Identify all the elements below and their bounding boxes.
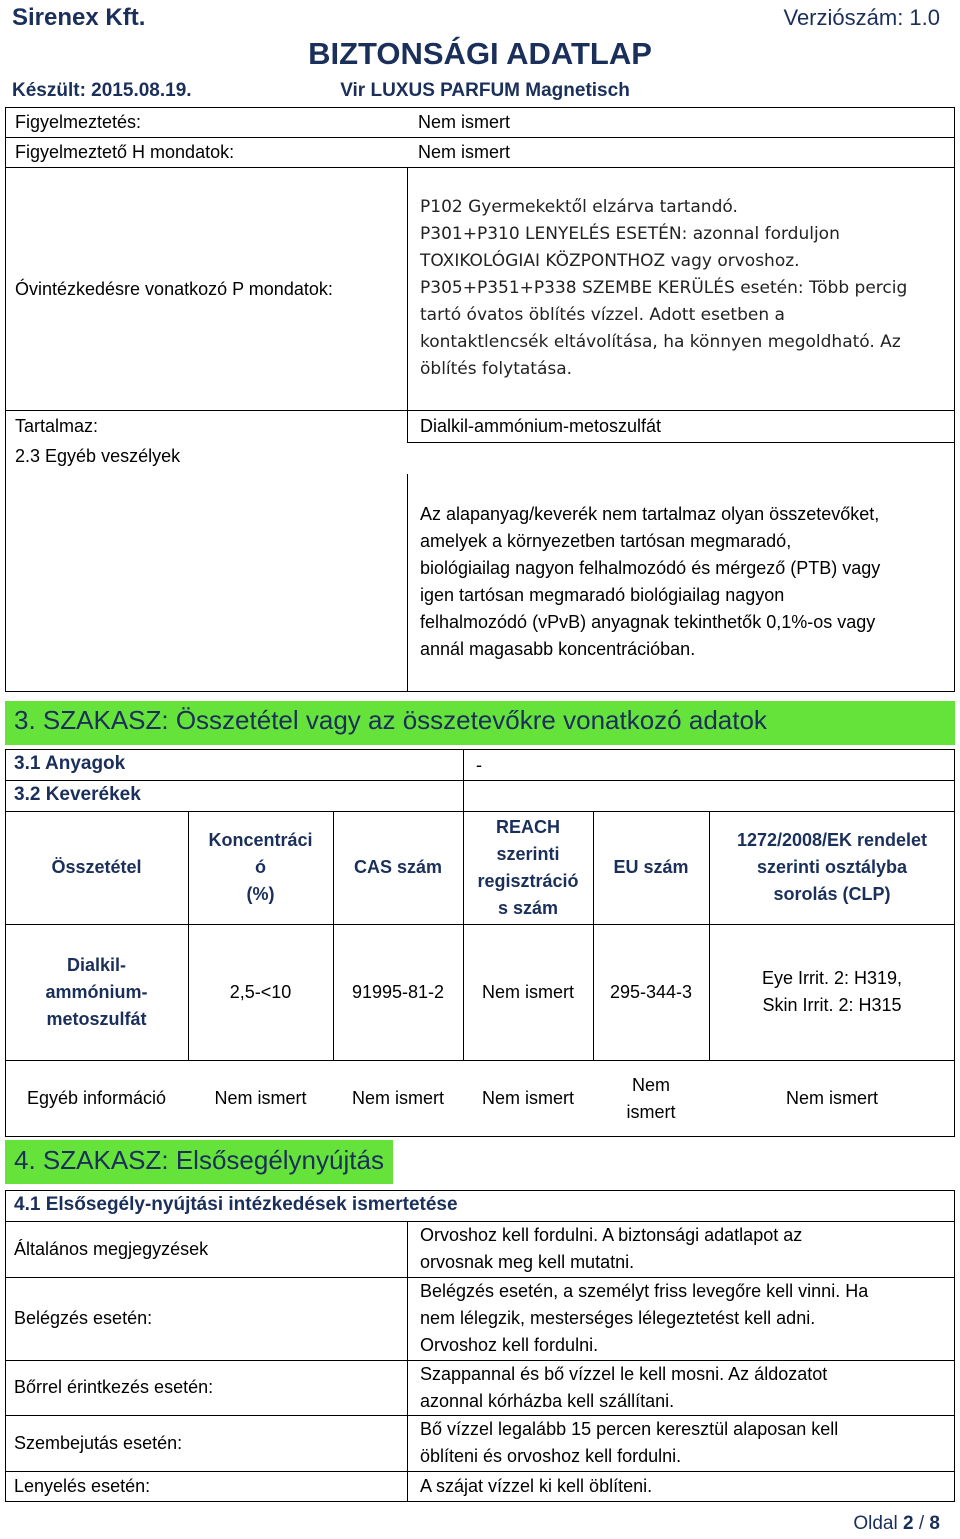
ingestion-label: Lenyelés esetén: [14, 1476, 151, 1496]
warning-value: Nem ismert [418, 112, 511, 132]
h-statements-label: Figyelmeztető H mondatok: [15, 142, 235, 162]
row-substance-name: Dialkil- ammónium- metoszulfát [45, 954, 148, 1029]
col-header-composition: Összetétel [51, 857, 142, 877]
row-concentration: 2,5-<10 [229, 981, 292, 1002]
eye-contact-label: Szembejutás esetén: [14, 1432, 183, 1453]
contains-label: Tartalmaz: [15, 416, 99, 436]
warning-label: Figyelmeztetés: [15, 112, 142, 132]
col-header-eu: EU szám [613, 857, 689, 877]
col-header-cas: CAS szám [353, 857, 443, 877]
p-statements-label: Óvintézkedésre vonatkozó P mondatok: [15, 279, 333, 299]
mixtures-label: 3.2 Keverékek [14, 784, 141, 805]
other-info-eu: Nem ismert [626, 1074, 676, 1122]
general-remarks-label: Általános megjegyzések [14, 1238, 209, 1259]
col-header-reach: REACH szerinti regisztráció s szám [477, 816, 579, 918]
company-name: Sirenex Kft. [12, 4, 146, 31]
row-reach-number: Nem ismert [481, 981, 574, 1002]
contains-value: Dialkil-ammónium-metoszulfát [420, 416, 662, 436]
section-3-title: 3. SZAKASZ: Összetétel vagy az összetevőkre vonatkozó adatok [14, 705, 767, 735]
row-eu-number: 295-344-3 [609, 981, 693, 1002]
col-header-concentration: Koncentráci ó (%) [208, 830, 313, 904]
product-name: Vir LUXUS PARFUM Magnetisch [340, 80, 630, 101]
row-clp-classification: Eye Irrit. 2: H319, Skin Irrit. 2: H315 [761, 968, 903, 1015]
substances-label: 3.1 Anyagok [14, 753, 126, 774]
general-remarks-text: Orvoshoz kell fordulni. A biztonsági adatlapot az orvosnak meg kell mutatni. [420, 1225, 803, 1272]
row-cas-number: 91995-81-2 [351, 981, 445, 1002]
skin-contact-text: Szappannal és bő vízzel le kell mosni. Az áldozatot azonnal kórházba kell szállítani. [420, 1364, 828, 1411]
inhalation-label: Belégzés esetén: [14, 1308, 153, 1328]
page-indicator: Oldal 2 / 8 [853, 1513, 940, 1534]
other-info-reach: Nem ismert [481, 1088, 574, 1108]
other-info-clp: Nem ismert [785, 1088, 878, 1108]
other-info-label: Egyéb információ [26, 1088, 167, 1108]
section-4-title: 4. SZAKASZ: Elsősegélynyújtás [14, 1145, 384, 1175]
other-hazards-text: Az alapanyag/keverék nem tartalmaz olyan összetevőket, amelyek a környezetben tartósan megmaradó, biológiailag nagyon felhalmozódó és mérgező (PTB) vagy igen tartósan megmaradó biológiailag nagyon felhalmozódó (vPvB) anyagnak tekinthetők 0,1%-os vagy annál magasabb koncentrációban. [420, 504, 881, 659]
version-number: Verziószám: 1.0 [783, 5, 940, 30]
eye-contact-text: Bő vízzel legalább 15 percen keresztül alaposan kell öblíteni és orvoshoz kell fordulni. [420, 1419, 839, 1466]
other-info-concentration: Nem ismert [214, 1088, 307, 1108]
p-statements-text: P102 Gyermekektől elzárva tartandó. P301+P310 LENYELÉS ESETÉN: azonnal forduljon TOXIKOLÓGIAI KÖZPONTHOZ vagy orvoshoz. P305+P351+P338 SZEMBE KERÜLÉS esetén: Több percig tartó óvatos öblítés vízzel. Adott esetben a kontaktlencsék eltávolítása, ha könnyen megoldható. Az öblítés folytatása. [420, 197, 908, 379]
other-info-cas: Nem ismert [351, 1088, 444, 1108]
substances-value: - [476, 755, 482, 775]
inhalation-text: Belégzés esetén, a személyt friss levegőre kell vinni. Ha nem lélegzik, mesterséges lélegeztetést kell adni. Orvoshoz kell fordulni. [420, 1281, 869, 1355]
document-title: BIZTONSÁGI ADATLAP [308, 36, 652, 71]
skin-contact-label: Bőrrel érintkezés esetén: [14, 1377, 214, 1397]
other-hazards-label: 2.3 Egyéb veszélyek [15, 446, 181, 466]
h-statements-value: Nem ismert [418, 142, 511, 162]
col-header-clp: 1272/2008/EK rendelet szerinti osztályba sorolás (CLP) [736, 830, 928, 904]
ingestion-text: A szájat vízzel ki kell öblíteni. [420, 1476, 653, 1496]
first-aid-subtitle: 4.1 Elsősegély-nyújtási intézkedések ismertetése [14, 1194, 458, 1215]
prepared-date: Készült: 2015.08.19. [12, 80, 192, 101]
